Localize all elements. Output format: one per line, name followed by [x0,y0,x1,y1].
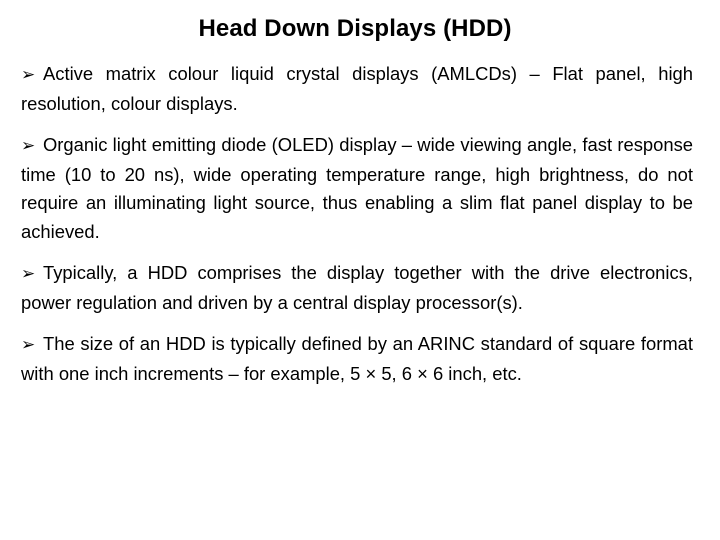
bullet-text: Active matrix colour liquid crystal displays (AMLCDs) – Flat panel, high resolution, colour displays. [21,63,693,114]
arrow-bullet-icon: ➢ [21,264,36,284]
arrow-bullet-icon: ➢ [21,136,36,156]
arrow-bullet-icon: ➢ [21,335,36,355]
bullet-item-amlcd [21,60,693,118]
bullet-list [21,60,693,401]
bullet-text: Typically, a HDD comprises the display together with the drive electronics, power regulation and driven by a central display processor(s). [21,262,693,313]
bullet-text: Organic light emitting diode (OLED) display – wide viewing angle, fast response time (10 to 20 ns), wide operating temperature range, high brightness, do not require an illuminating light source, thus enabling a slim flat panel display to be achieved. [21,134,693,242]
slide-title: Head Down Displays (HDD) [198,15,512,42]
arrow-bullet-icon: ➢ [21,65,36,85]
bullet-item-hdd-size [21,330,693,388]
bullet-item-hdd-components [21,259,693,317]
bullet-text: The size of an HDD is typically defined by an ARINC standard of square format with one inch increments – for example, 5 × 5, 6 × 6 inch, etc. [21,333,693,384]
bullet-item-oled [21,131,693,246]
